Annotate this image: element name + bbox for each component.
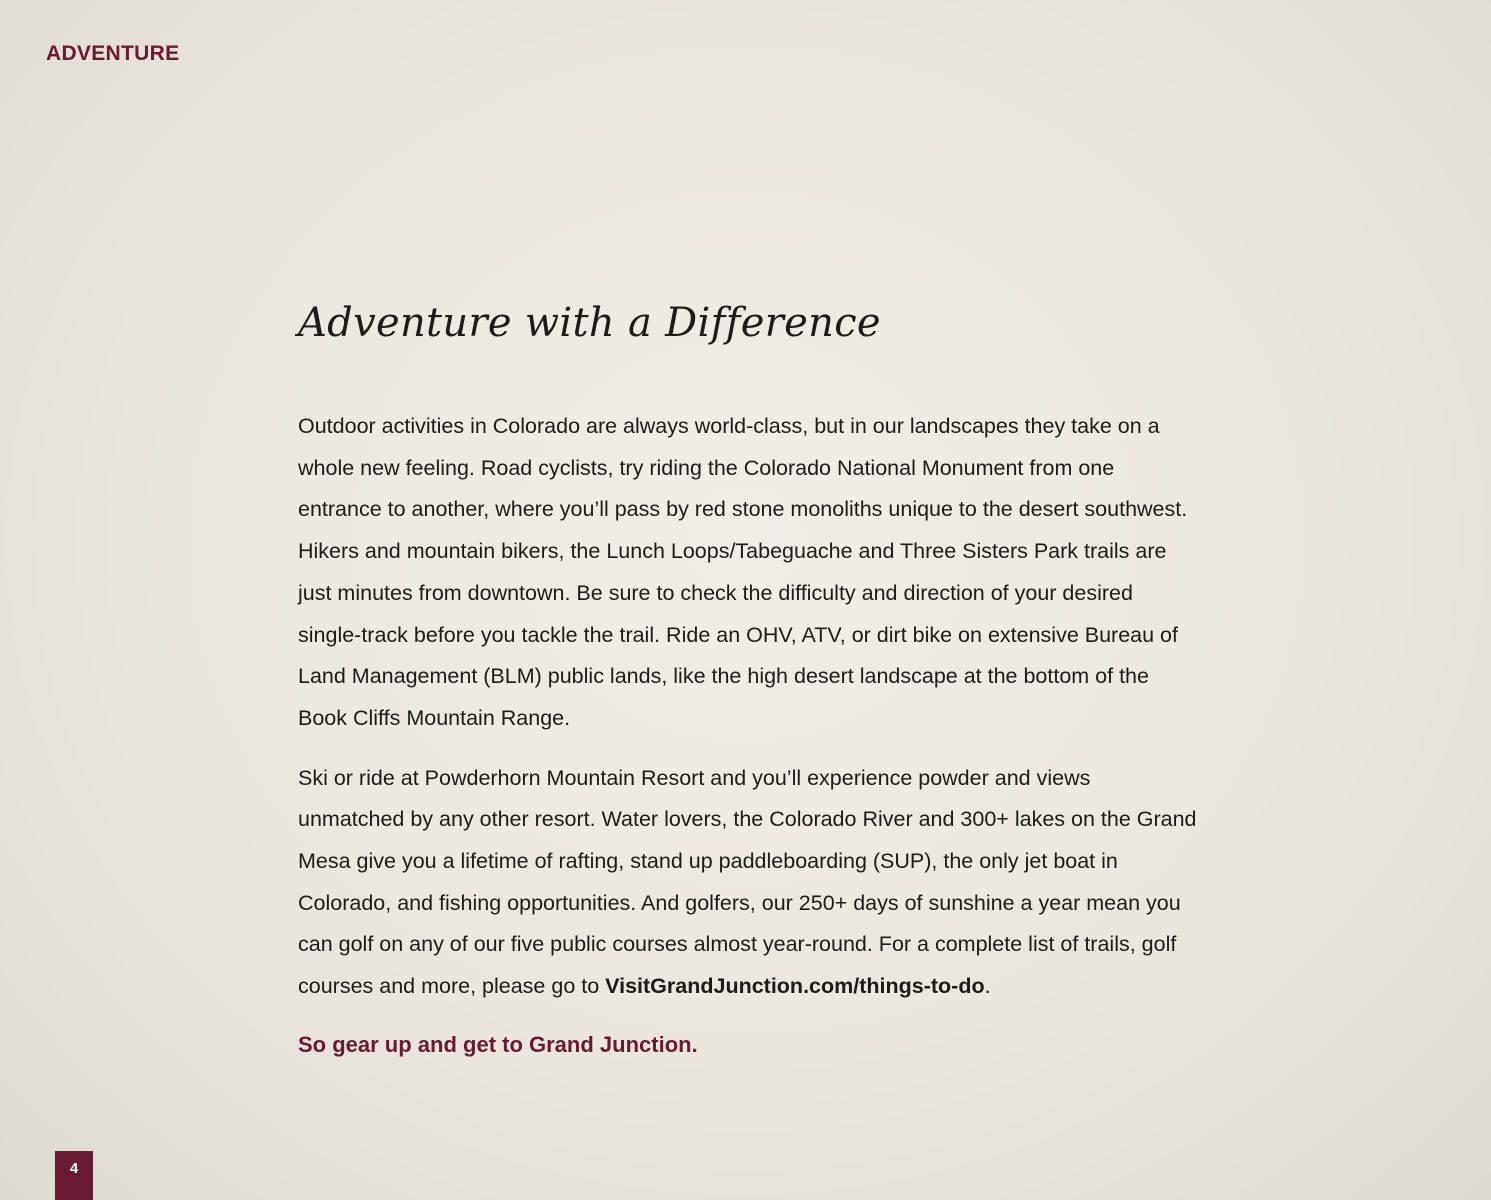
paragraph-2-text: Ski or ride at Powderhorn Mountain Resort and you’ll experience powder and views unmatched by any other resort. Water lovers, the Colorado River and 300+ lakes on the Grand Mesa give you a lifetime of rafting, stand up paddleboarding (SUP), the only jet boat in Colorado, and fishing opportunities. And golfers, our 250+ days of sunshine a year mean you can golf on any of our five public courses almost year-round. For a complete list of trails, golf courses and more, please go to [298,765,1197,999]
article [298,296,1198,1064]
section-label: ADVENTURE [46,42,180,65]
article-title: Adventure with a Difference [298,300,881,346]
closing-tagline: So gear up and get to Grand Junction. [298,1031,698,1057]
article-paragraph-2 [298,758,1198,1008]
things-to-do-link[interactable]: VisitGrandJunction.com/things-to-do [605,974,985,999]
paragraph-2-end: . [984,974,991,999]
page-number: 4 [55,1151,93,1200]
article-paragraph-1: Outdoor activities in Colorado are always world-class, but in our landscapes they take on a whole new feeling. Road cyclists, try riding the Colorado National Monument from one entrance to another, where you’ll pass by red stone monoliths unique to the desert southwest. Hikers and mountain bikers, the Lunch Loops/Tabeguache and Three Sisters Park trails are just minutes from downtown. Be sure to check the difficulty and direction of your desired single-track before you tackle the trail. Ride an OHV, ATV, or dirt bike on extensive Bureau of Land Management (BLM) public lands, like the high desert landscape at the bottom of the Book Cliffs Mountain Range. [298,414,1188,730]
